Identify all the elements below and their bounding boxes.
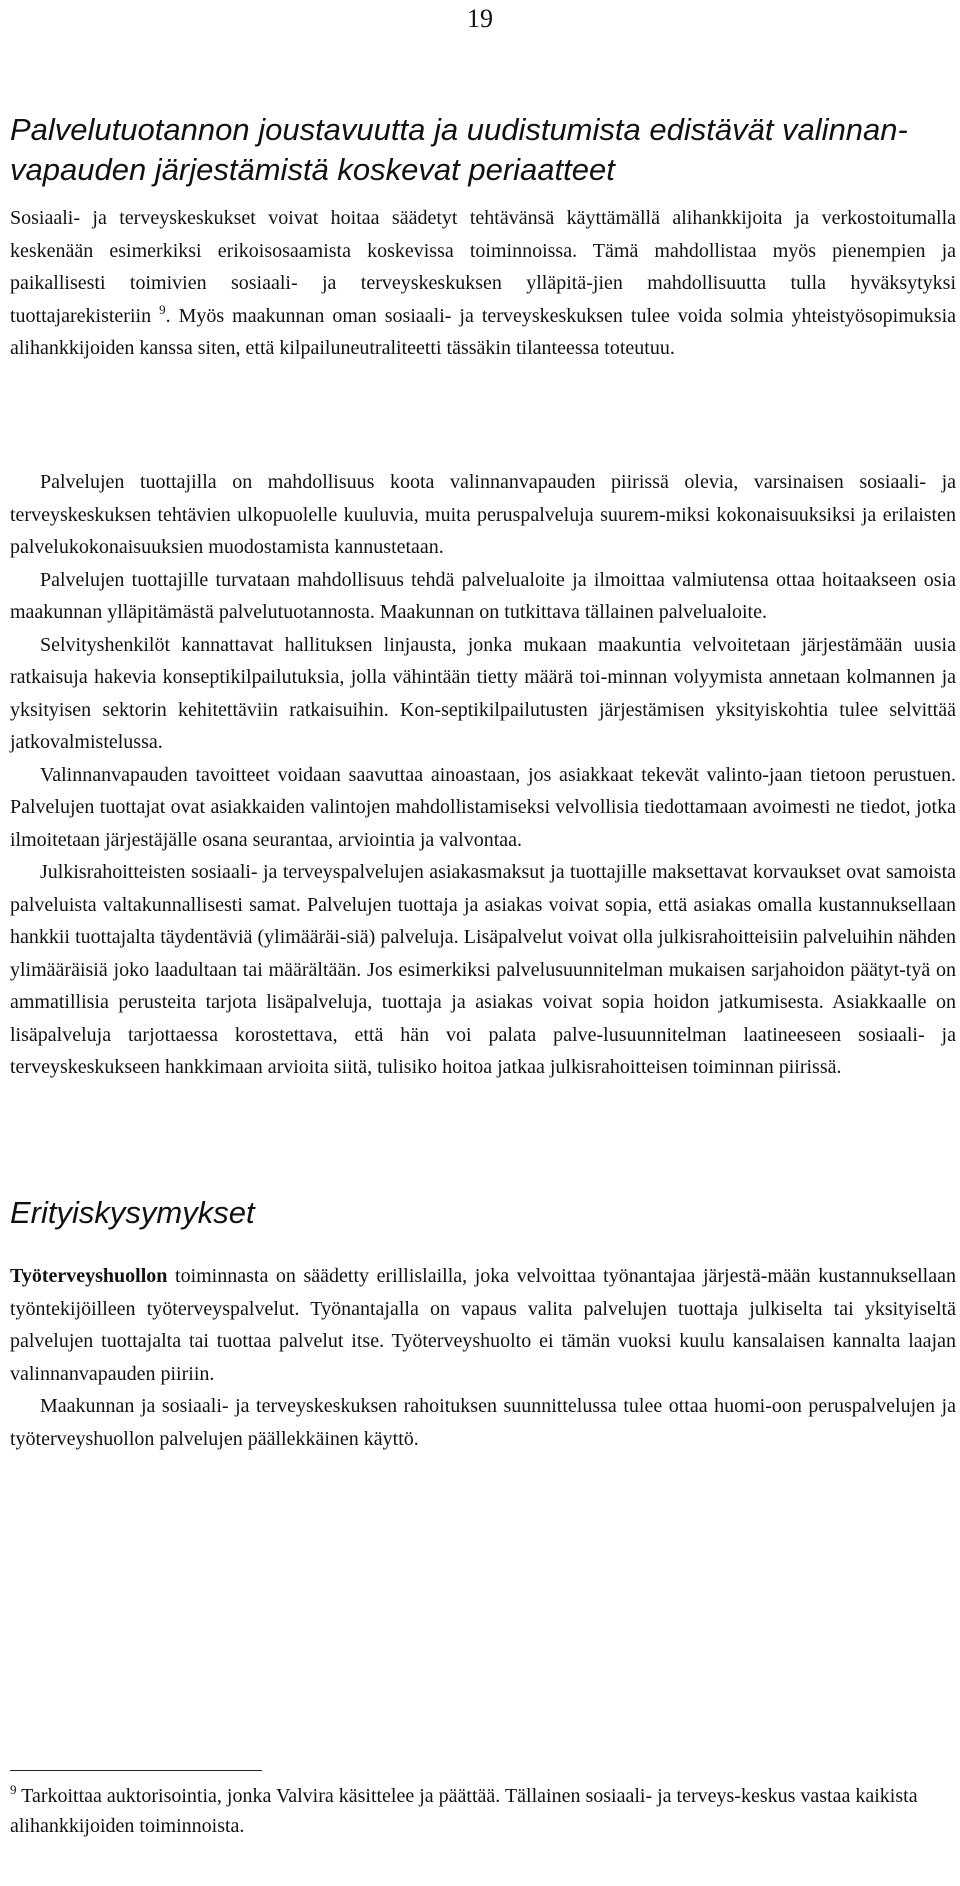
paragraph: Julkisrahoitteisten sosiaali- ja terveyspalvelujen asiakasmaksut ja tuottajille maksettavat korvaukset ovat samoista palveluista valtakunnallisesti samat. Palvelujen tuottaja ja asiakas voivat sopia, että asiakas omalla kustannuksellaan hankkii tuottajalta täydentäviä (ylimääräi-siä) palveluja. Lisäpalvelut voivat olla julkisrahoitteisiin palveluihin nähden ylimääräisiä joko laadultaan tai määrältään. Jos esimerkiksi palvelusuunnitelman mukaisen sarjahoidon päätyt-tyä on ammatillisia perusteita tarjota lisäpalveluja, tuottaja ja asiakas voivat sopia hoidon jatkumisesta. Asiakkaalle on lisäpalveluja tarjottaessa korostettava, että hän voi palata palve-lusuunnitelman laatineeseen sosiaali- ja terveyskeskukseen hankkimaan arvioita siitä, tulisiko hoitoa jatkaa julkisrahoitteisen toiminnan piirissä. — [10, 861, 956, 1078]
footnote-reference[interactable]: 9 — [159, 301, 166, 317]
paragraph-text: toiminnasta on säädetty erillislailla, joka velvoittaa työnantajaa järjestä-mään kustannuksellaan työntekijöilleen työterveyspalvelut. Työnantajalla on vapaus valita palvelujen tuottaja julkiselta tai yksityiseltä palvelujen tuottajalta tai tuottaa palvelut itse. Työterveyshuolto ei tämän vuoksi kuulu kansalaisen kannalta laajan valinnanvapauden piiriin. — [10, 1265, 956, 1385]
paragraph: Maakunnan ja sosiaali- ja terveyskeskuksen rahoituksen suunnittelussa tulee ottaa huomi-oon peruspalvelujen ja työterveyshuollon palvelujen päällekkäinen käyttö. — [10, 1395, 956, 1450]
footnote-text: Tarkoittaa auktorisointia, jonka Valvira käsittelee ja päättää. Tällainen sosiaali- ja terveys-keskus vastaa kaikista alihankkijoiden toiminnoista. — [10, 1785, 918, 1837]
heading-line-1: Palvelutuotannon joustavuutta ja uudistumista edistävät valinnan- — [10, 112, 908, 147]
paragraph-text: Sosiaali- ja terveyskeskukset voivat hoitaa säädetyt tehtävänsä käyttämällä alihankkijoita ja verkostoitumalla keskenään esimerkiksi erikoisosaamista koskevissa toiminnoissa. Tämä mahdollistaa myös pienempien ja paikallisesti toimivien sosiaali- ja terveyskeskuksen ylläpitä-jien mahdollisuutta tulla hyväksytyksi tuottajarekisteriin — [10, 207, 956, 327]
paragraph-text: . Myös maakunnan oman sosiaali- ja terveyskeskuksen tulee voida solmia yhteistyösopimuksia alihankkijoiden kanssa siten, että kilpailuneutraliteetti tässäkin tilanteessa toteutuu. — [10, 304, 956, 359]
section2-body — [10, 1260, 956, 1455]
section-heading-principles — [10, 110, 950, 190]
paragraph: Palvelujen tuottajille turvataan mahdollisuus tehdä palvelualoite ja ilmoittaa valmiutensa ottaa hoitaakseen osia maakunnan ylläpitämästä palvelutuotannosta. Maakunnan on tutkittava tällainen palvelualoite. — [10, 568, 956, 623]
section1-body — [10, 466, 956, 1084]
heading-line-2: vapauden järjestämistä koskevat periaatteet — [10, 152, 615, 187]
footnote-divider — [10, 1770, 262, 1771]
bold-term: Työterveyshuollon — [10, 1265, 168, 1287]
footnote — [10, 1781, 956, 1841]
paragraph: Selvityshenkilöt kannattavat hallituksen linjausta, jonka mukaan maakuntia velvoitetaan järjestämään uusia ratkaisuja hakevia konseptikilpailutuksia, jolla vähintään tietty määrä toi-minnan volyymista annetaan kolmannen ja yksityisen sektorin kehitettäviin ratkaisuihin. Kon-septikilpailutusten järjestämisen yksityiskohtia tulee selvittää jatkovalmistelussa. — [10, 633, 956, 753]
footnote-number: 9 — [10, 1782, 17, 1797]
section1-paragraph-1 — [10, 202, 956, 365]
paragraph: Valinnanvapauden tavoitteet voidaan saavuttaa ainoastaan, jos asiakkaat tekevät valinto-jaan tietoon perustuen. Palvelujen tuottajat ovat asiakkaiden valintojen mahdollistamiseksi velvollisia tiedottamaan avoimesti ne tiedot, jotka ilmoitetaan järjestäjälle osana seurantaa, arviointia ja valvontaa. — [10, 763, 956, 851]
paragraph: Palvelujen tuottajilla on mahdollisuus koota valinnanvapauden piirissä olevia, varsinaisen sosiaali- ja terveyskeskuksen tehtävien ulkopuolelle kuuluvia, muita peruspalveluja suurem-miksi kokonaisuuksiksi ja erilaisten palvelukokonaisuuksien muodostamista kannustetaan. — [10, 471, 956, 558]
section-heading-special-questions: Erityiskysymykset — [10, 1195, 255, 1230]
page-number: 19 — [467, 4, 493, 33]
